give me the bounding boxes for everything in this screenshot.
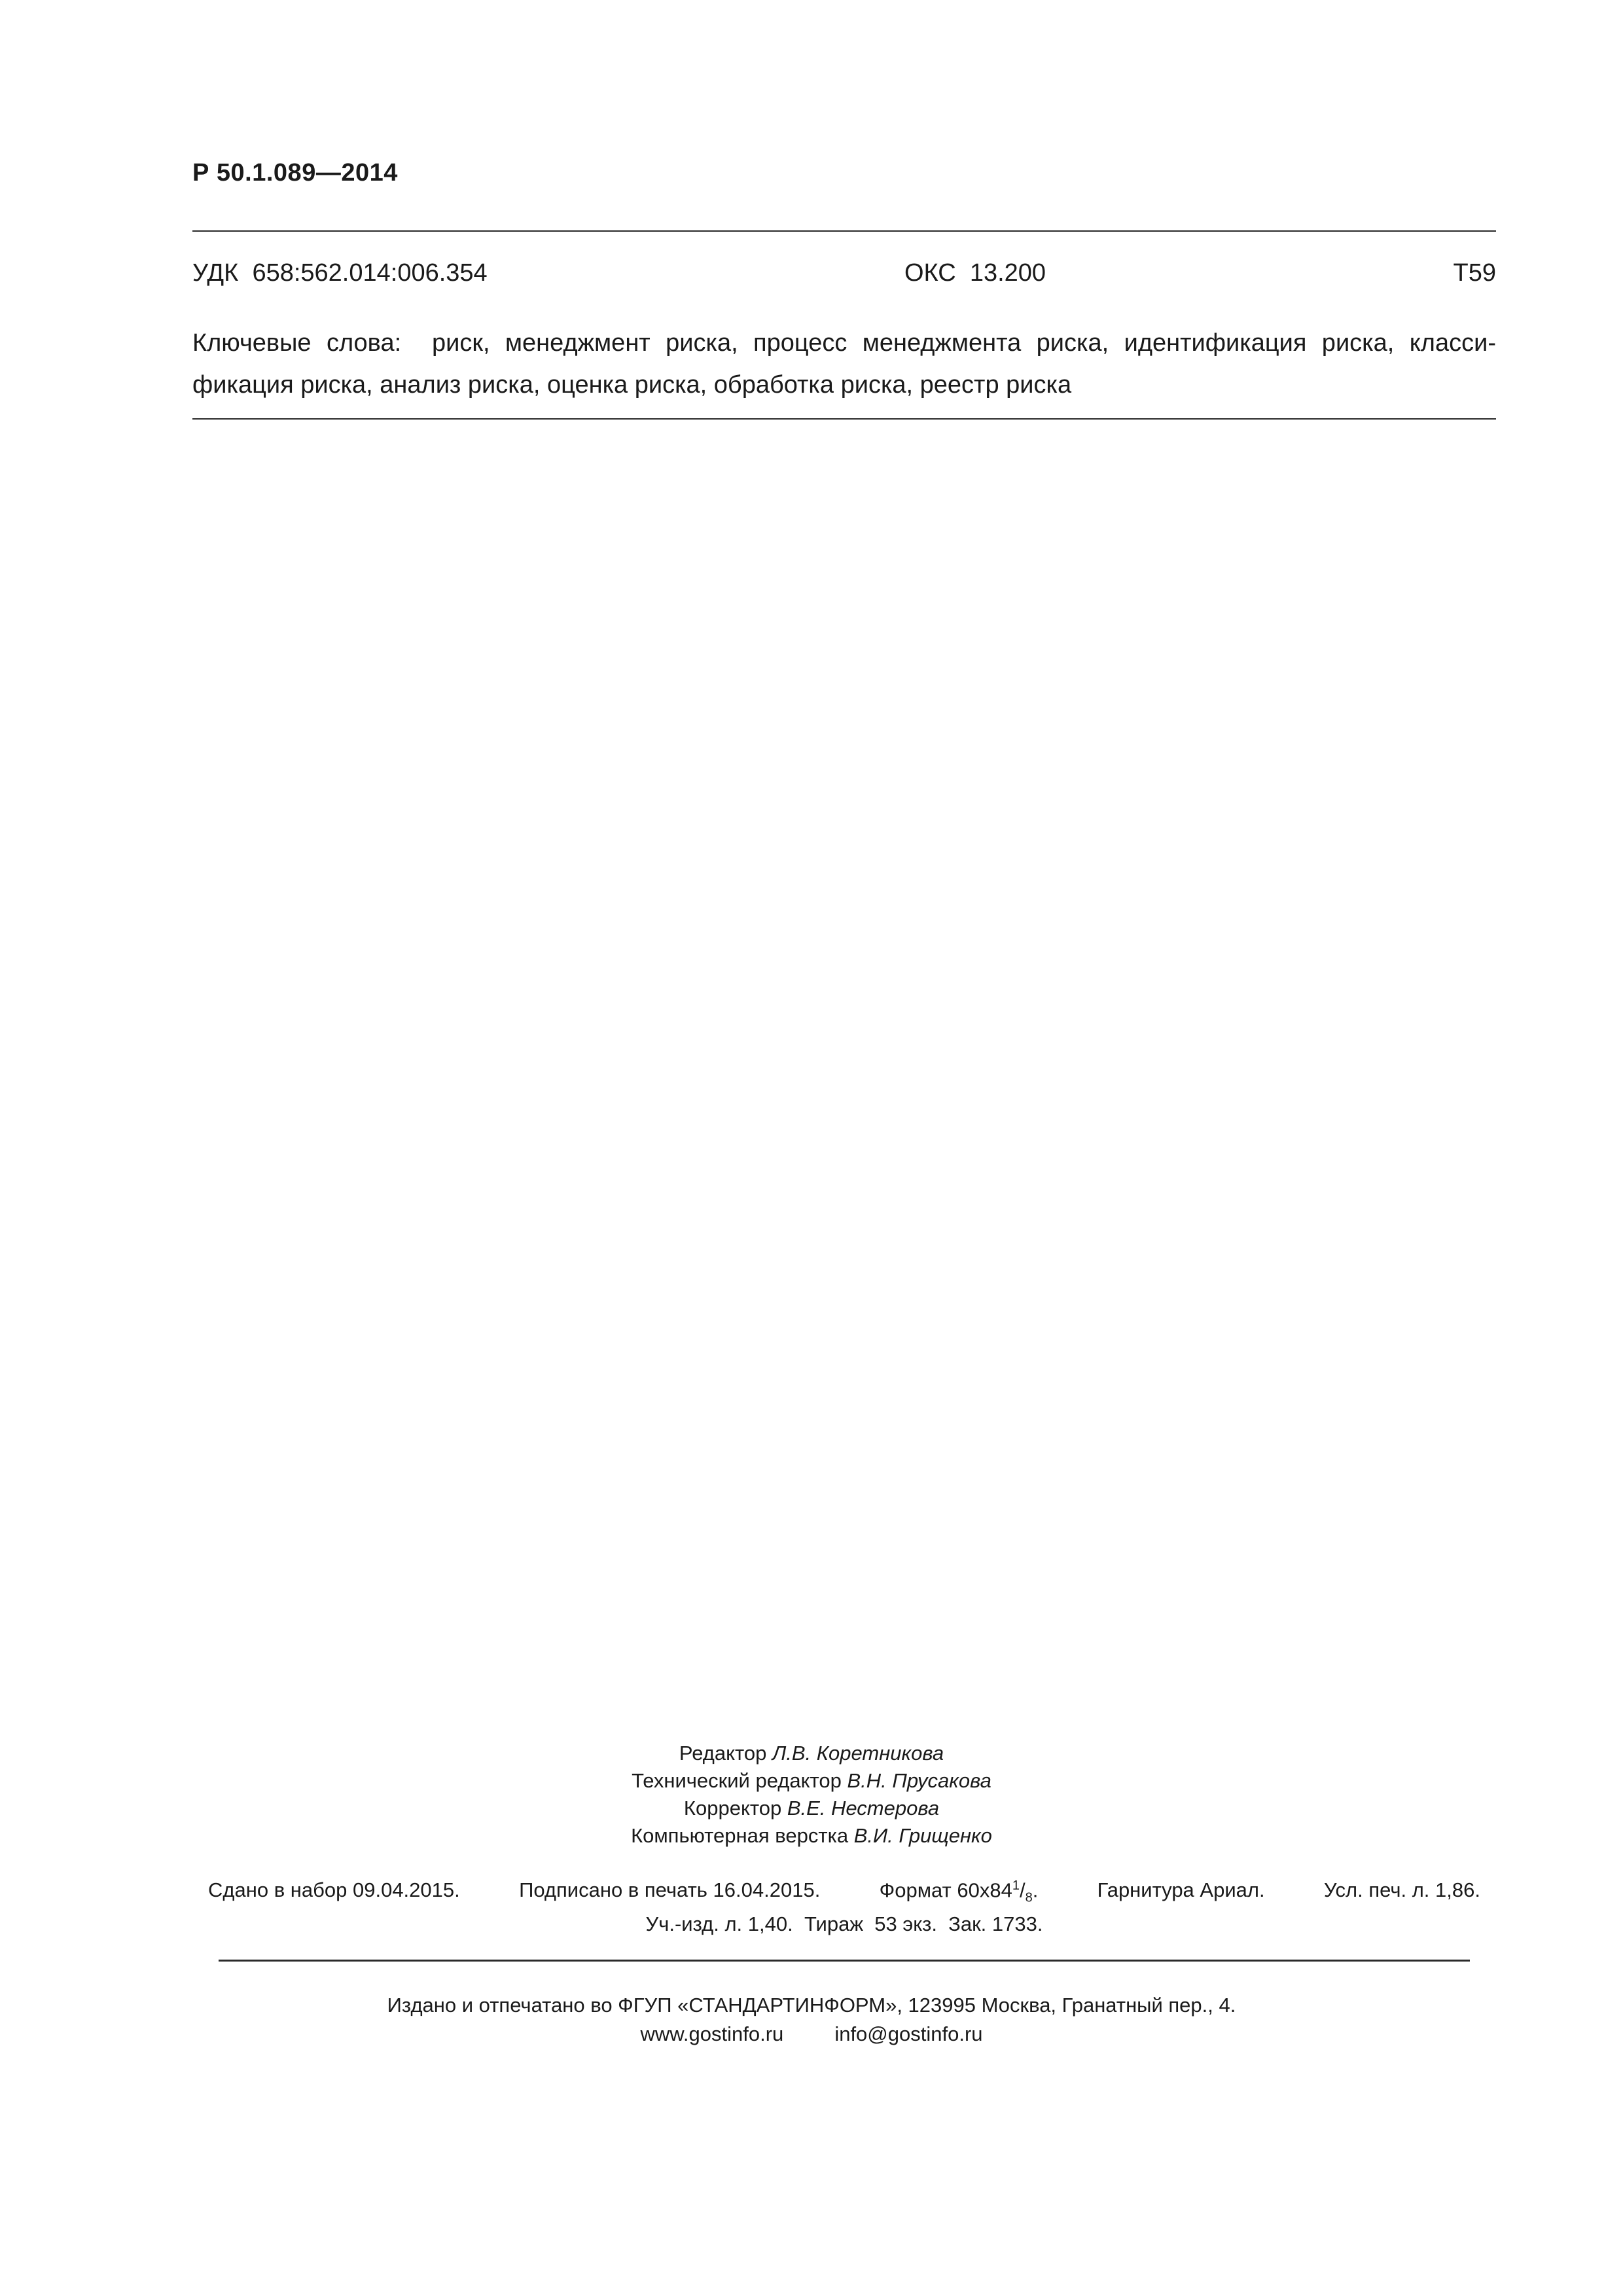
credit-proofreader (0, 1795, 1623, 1822)
publisher-line: Издано и отпечатано во ФГУП «СТАНДАРТИНФОРМ», 123995 Москва, Гранатный пер., 4. (387, 1994, 1236, 2017)
print-sheets: Усл. печ. л. 1,86. (1323, 1878, 1480, 1901)
submitted-date: Сдано в набор 09.04.2015. (208, 1878, 460, 1901)
print-info-line-2: Уч.-изд. л. 1,40. Тираж 53 экз. Зак. 1733. (645, 1912, 1043, 1935)
signed-date: Подписано в печать 16.04.2015. (519, 1878, 821, 1901)
typeface: Гарнитура Ариал. (1097, 1878, 1265, 1901)
credits-block (0, 1740, 1623, 1850)
credit-role: Корректор (683, 1797, 782, 1820)
classification-row (192, 259, 1496, 292)
udk-label: УДК (192, 259, 239, 287)
credit-role: Редактор (679, 1742, 767, 1765)
credit-name: В.И. Грищенко (853, 1824, 992, 1847)
publisher-block (0, 1991, 1623, 2049)
publisher-links (0, 2020, 1623, 2049)
format-denominator: 8 (1025, 1890, 1033, 1905)
udk-value: 658:562.014:006.354 (252, 259, 488, 287)
credit-tech-editor (0, 1767, 1623, 1795)
keywords-text: риск, менеджмент риска, процесс менеджмента риска, идентификация риска, класси-фикация риска, анализ риска, оценка риска, обработка риска, реестр риска (192, 329, 1496, 399)
email-link[interactable]: info@gostinfo.ru (834, 2022, 983, 2045)
credit-name: В.Н. Прусакова (847, 1769, 991, 1792)
keywords-block (192, 322, 1496, 406)
udk-code (192, 259, 488, 287)
t-code: Т59 (1453, 259, 1496, 287)
print-info (208, 1878, 1480, 1936)
keywords-label: Ключевые слова: (192, 329, 402, 357)
oks-code (904, 259, 1046, 287)
oks-value: 13.200 (969, 259, 1046, 287)
website-link[interactable]: www.gostinfo.ru (640, 2022, 784, 2045)
format-suffix: . (1032, 1878, 1039, 1902)
credit-name: Л.В. Коретникова (772, 1742, 944, 1765)
top-divider (192, 230, 1496, 232)
bottom-divider (219, 1960, 1470, 1962)
paper-format: Формат $60x84^1/_8$. (879, 1878, 1039, 1905)
oks-label: ОКС (904, 259, 956, 287)
credit-role: Технический редактор (632, 1769, 842, 1792)
credit-editor (0, 1740, 1623, 1767)
document-code: Р 50.1.089—2014 (192, 159, 398, 187)
keywords-divider (192, 418, 1496, 420)
credit-name: В.Е. Нестерова (787, 1797, 940, 1820)
print-info-line-1 (208, 1878, 1480, 1906)
format-numerator: 1 (1012, 1878, 1020, 1893)
format-prefix: Формат 60x84 (879, 1878, 1012, 1902)
credit-layout (0, 1822, 1623, 1850)
credit-role: Компьютерная верстка (631, 1824, 849, 1847)
